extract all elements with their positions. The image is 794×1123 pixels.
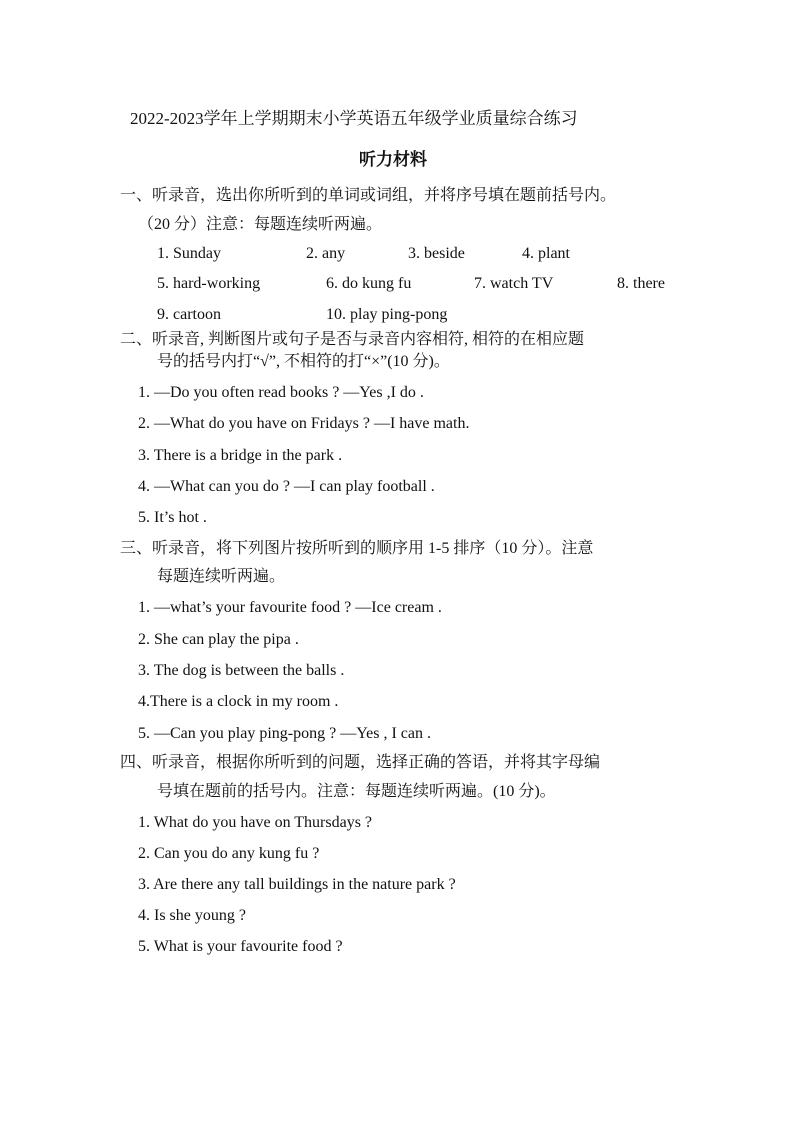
section4-item: 5. What is your favourite food ? [138, 938, 343, 955]
section2-item: 2. —What do you have on Fridays ? —I have math. [138, 415, 470, 432]
section3-item: 1. —what’s your favourite food ? —Ice cream . [138, 599, 442, 616]
section1-heading: 一、听录音，选出你所听到的单词或词组，并将序号填在题前括号内。 [120, 187, 617, 204]
section3-heading: 三、听录音，将下列图片按所听到的顺序用 1-5 排序（10 分）。注意 [120, 540, 594, 557]
section3-item: 2. She can play the pipa . [138, 631, 299, 648]
vocab-item: 6. do kung fu [326, 275, 412, 292]
section2-heading: 二、听录音, 判断图片或句子是否与录音内容相符, 相符的在相应题 [120, 331, 585, 348]
vocab-item: 8. there [617, 275, 665, 292]
section3-item: 4.There is a clock in my room . [138, 693, 339, 710]
section2-item: 5. It’s hot . [138, 509, 207, 526]
vocab-item: 10. play ping-pong [326, 306, 448, 323]
vocab-item: 3. beside [408, 245, 465, 262]
section2-item: 1. —Do you often read books ? —Yes ,I do . [138, 384, 424, 401]
section4-heading-cont: 号填在题前的括号内。注意：每题连续听两遍。(10 分)。 [157, 783, 556, 800]
section2-item: 3. There is a bridge in the park . [138, 447, 343, 464]
section4-item: 2. Can you do any kung fu ? [138, 845, 320, 862]
document-title: 2022-2023学年上学期期末小学英语五年级学业质量综合练习 [130, 109, 578, 128]
section2-heading-cont: 号的括号内打“√”, 不相符的打“×”(10 分)。 [157, 353, 450, 370]
vocab-item: 5. hard-working [157, 275, 261, 292]
document-subtitle: 听力材料 [359, 150, 427, 169]
section4-item: 1. What do you have on Thursdays ? [138, 814, 373, 831]
section4-item: 4. Is she young ? [138, 907, 246, 924]
section2-item: 4. —What can you do ? —I can play football . [138, 478, 435, 495]
vocab-item: 1. Sunday [157, 245, 221, 262]
vocab-item: 9. cartoon [157, 306, 221, 323]
vocab-item: 2. any [306, 245, 346, 262]
section3-item: 5. —Can you play ping-pong ? —Yes , I can . [138, 725, 432, 742]
section4-heading: 四、听录音，根据你所听到的问题，选择正确的答语，并将其字母编 [120, 754, 601, 771]
section3-heading-cont: 每题连续听两遍。 [157, 568, 286, 585]
section3-item: 3. The dog is between the balls . [138, 662, 345, 679]
vocab-item: 4. plant [522, 245, 570, 262]
section1-note: （20 分）注意：每题连续听两遍。 [138, 216, 383, 233]
vocab-item: 7. watch TV [474, 275, 554, 292]
section4-item: 3. Are there any tall buildings in the nature park ? [138, 876, 456, 893]
